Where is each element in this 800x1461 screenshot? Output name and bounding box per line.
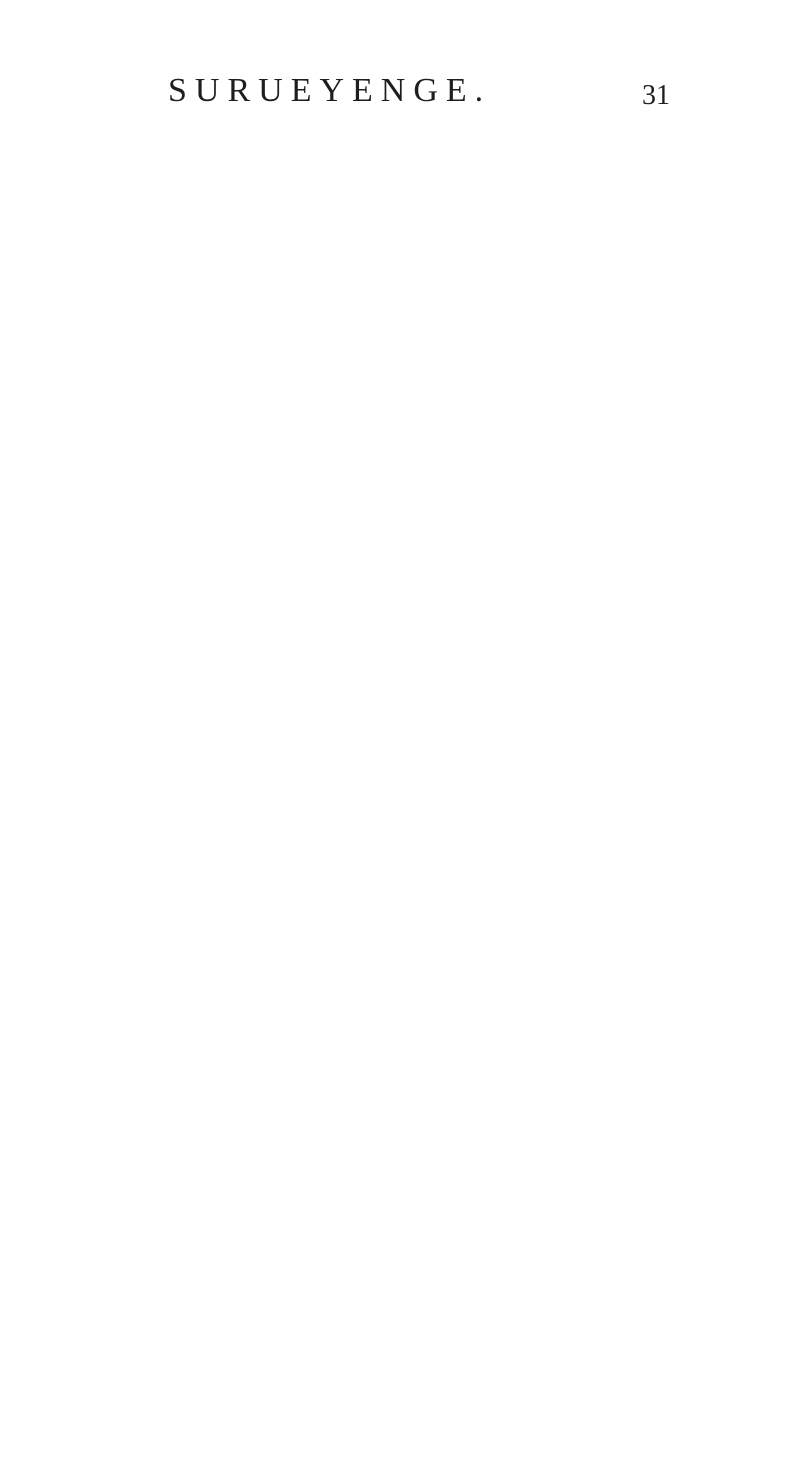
page-number: 31 xyxy=(642,80,670,111)
page-header xyxy=(168,72,668,112)
running-head: SURUEYENGE. xyxy=(168,72,492,109)
